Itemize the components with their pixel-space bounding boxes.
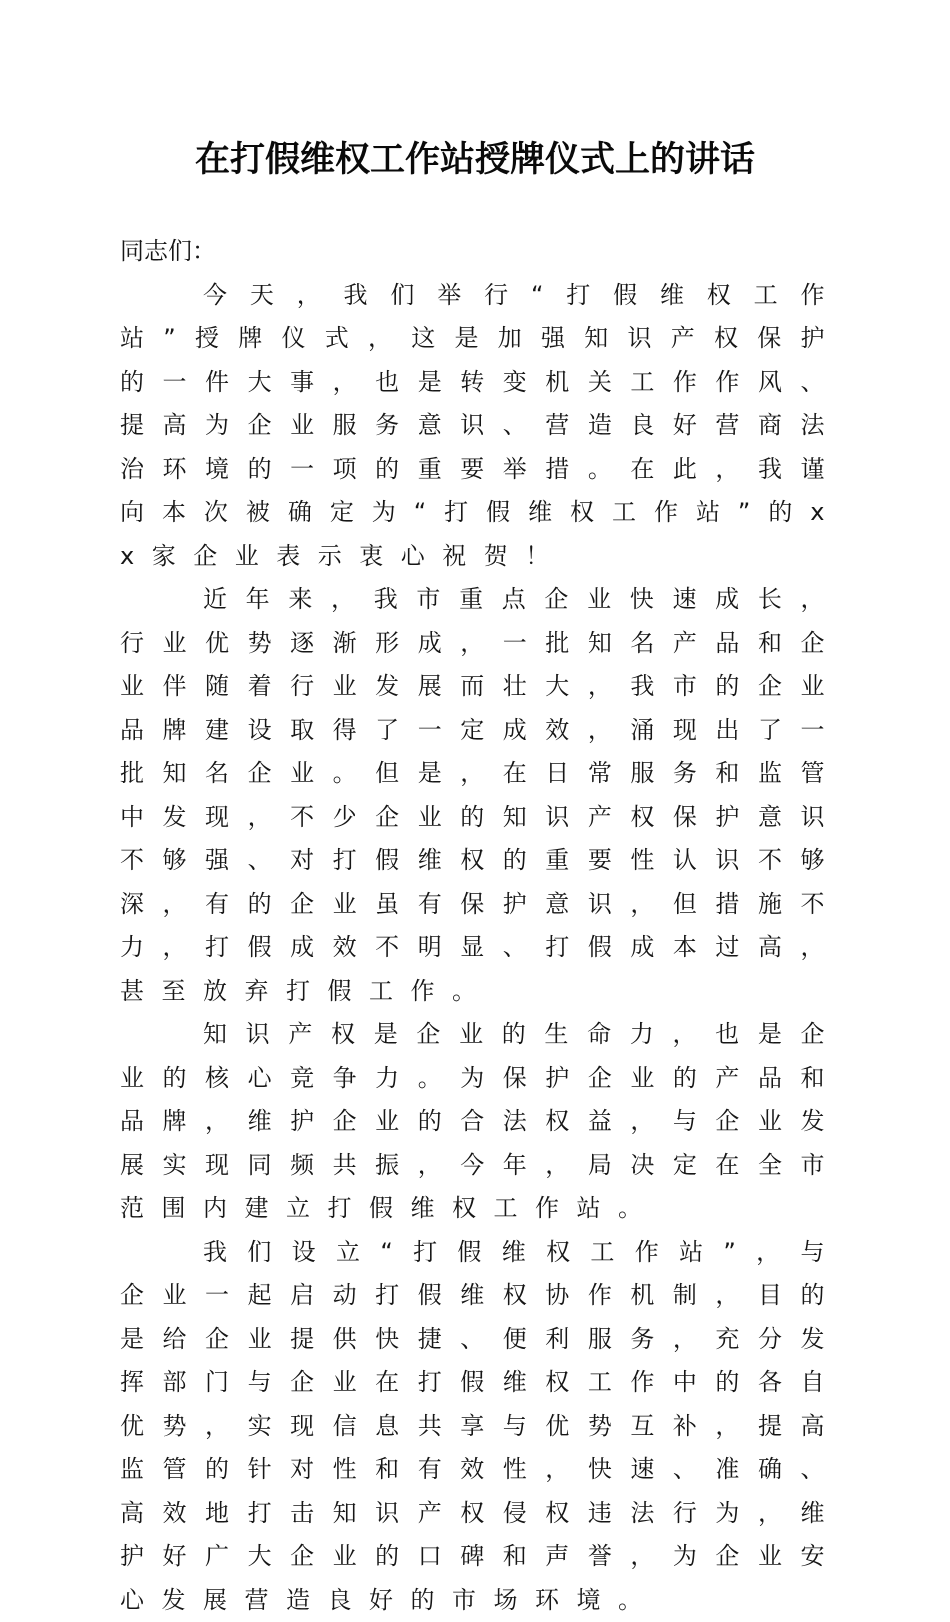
paragraph-1: 今天，我们举行“打假维权工作站”授牌仪式，这是加强知识产权保护的一件大事，也是转变机关工作作风、提高为企业服务意识、营造良好营商法治环境的一项的重要举措。在此，我谨向本次被确定为“打假维权工作站”的xx家企业表示衷心祝贺！ [120,274,842,579]
document-title: 在打假维权工作站授牌仪式上的讲话 [0,136,950,184]
paragraph-2: 近年来，我市重点企业快速成长，行业优势逐渐形成，一批知名产品和企业伴随着行业发展而壮大，我市的企业品牌建设取得了一定成效，涌现出了一批知名企业。但是，在日常服务和监管中发现，不少企业的知识产权保护意识不够强、对打假维权的重要性认识不够深，有的企业虽有保护意识，但措施不力，打假成效不明显、打假成本过高，甚至放弃打假工作。 [120,578,842,1013]
salutation: 同志们： [120,230,842,274]
paragraph-4: 我们设立“打假维权工作站”，与企业一起启动打假维权协作机制，目的是给企业提供快捷、便利服务，充分发挥部门与企业在打假维权工作中的各自优势，实现信息共享与优势互补，提高监管的针对性和有效性，快速、准确、高效地打击知识产权侵权违法行为，维护好广大企业的口碑和声誉，为企业安心发展营造良好的市场环境。 [120,1231,842,1622]
document-body [120,230,842,1622]
paragraph-3: 知识产权是企业的生命力，也是企业的核心竞争力。为保护企业的产品和品牌，维护企业的合法权益，与企业发展实现同频共振，今年，局决定在全市范围内建立打假维权工作站。 [120,1013,842,1231]
